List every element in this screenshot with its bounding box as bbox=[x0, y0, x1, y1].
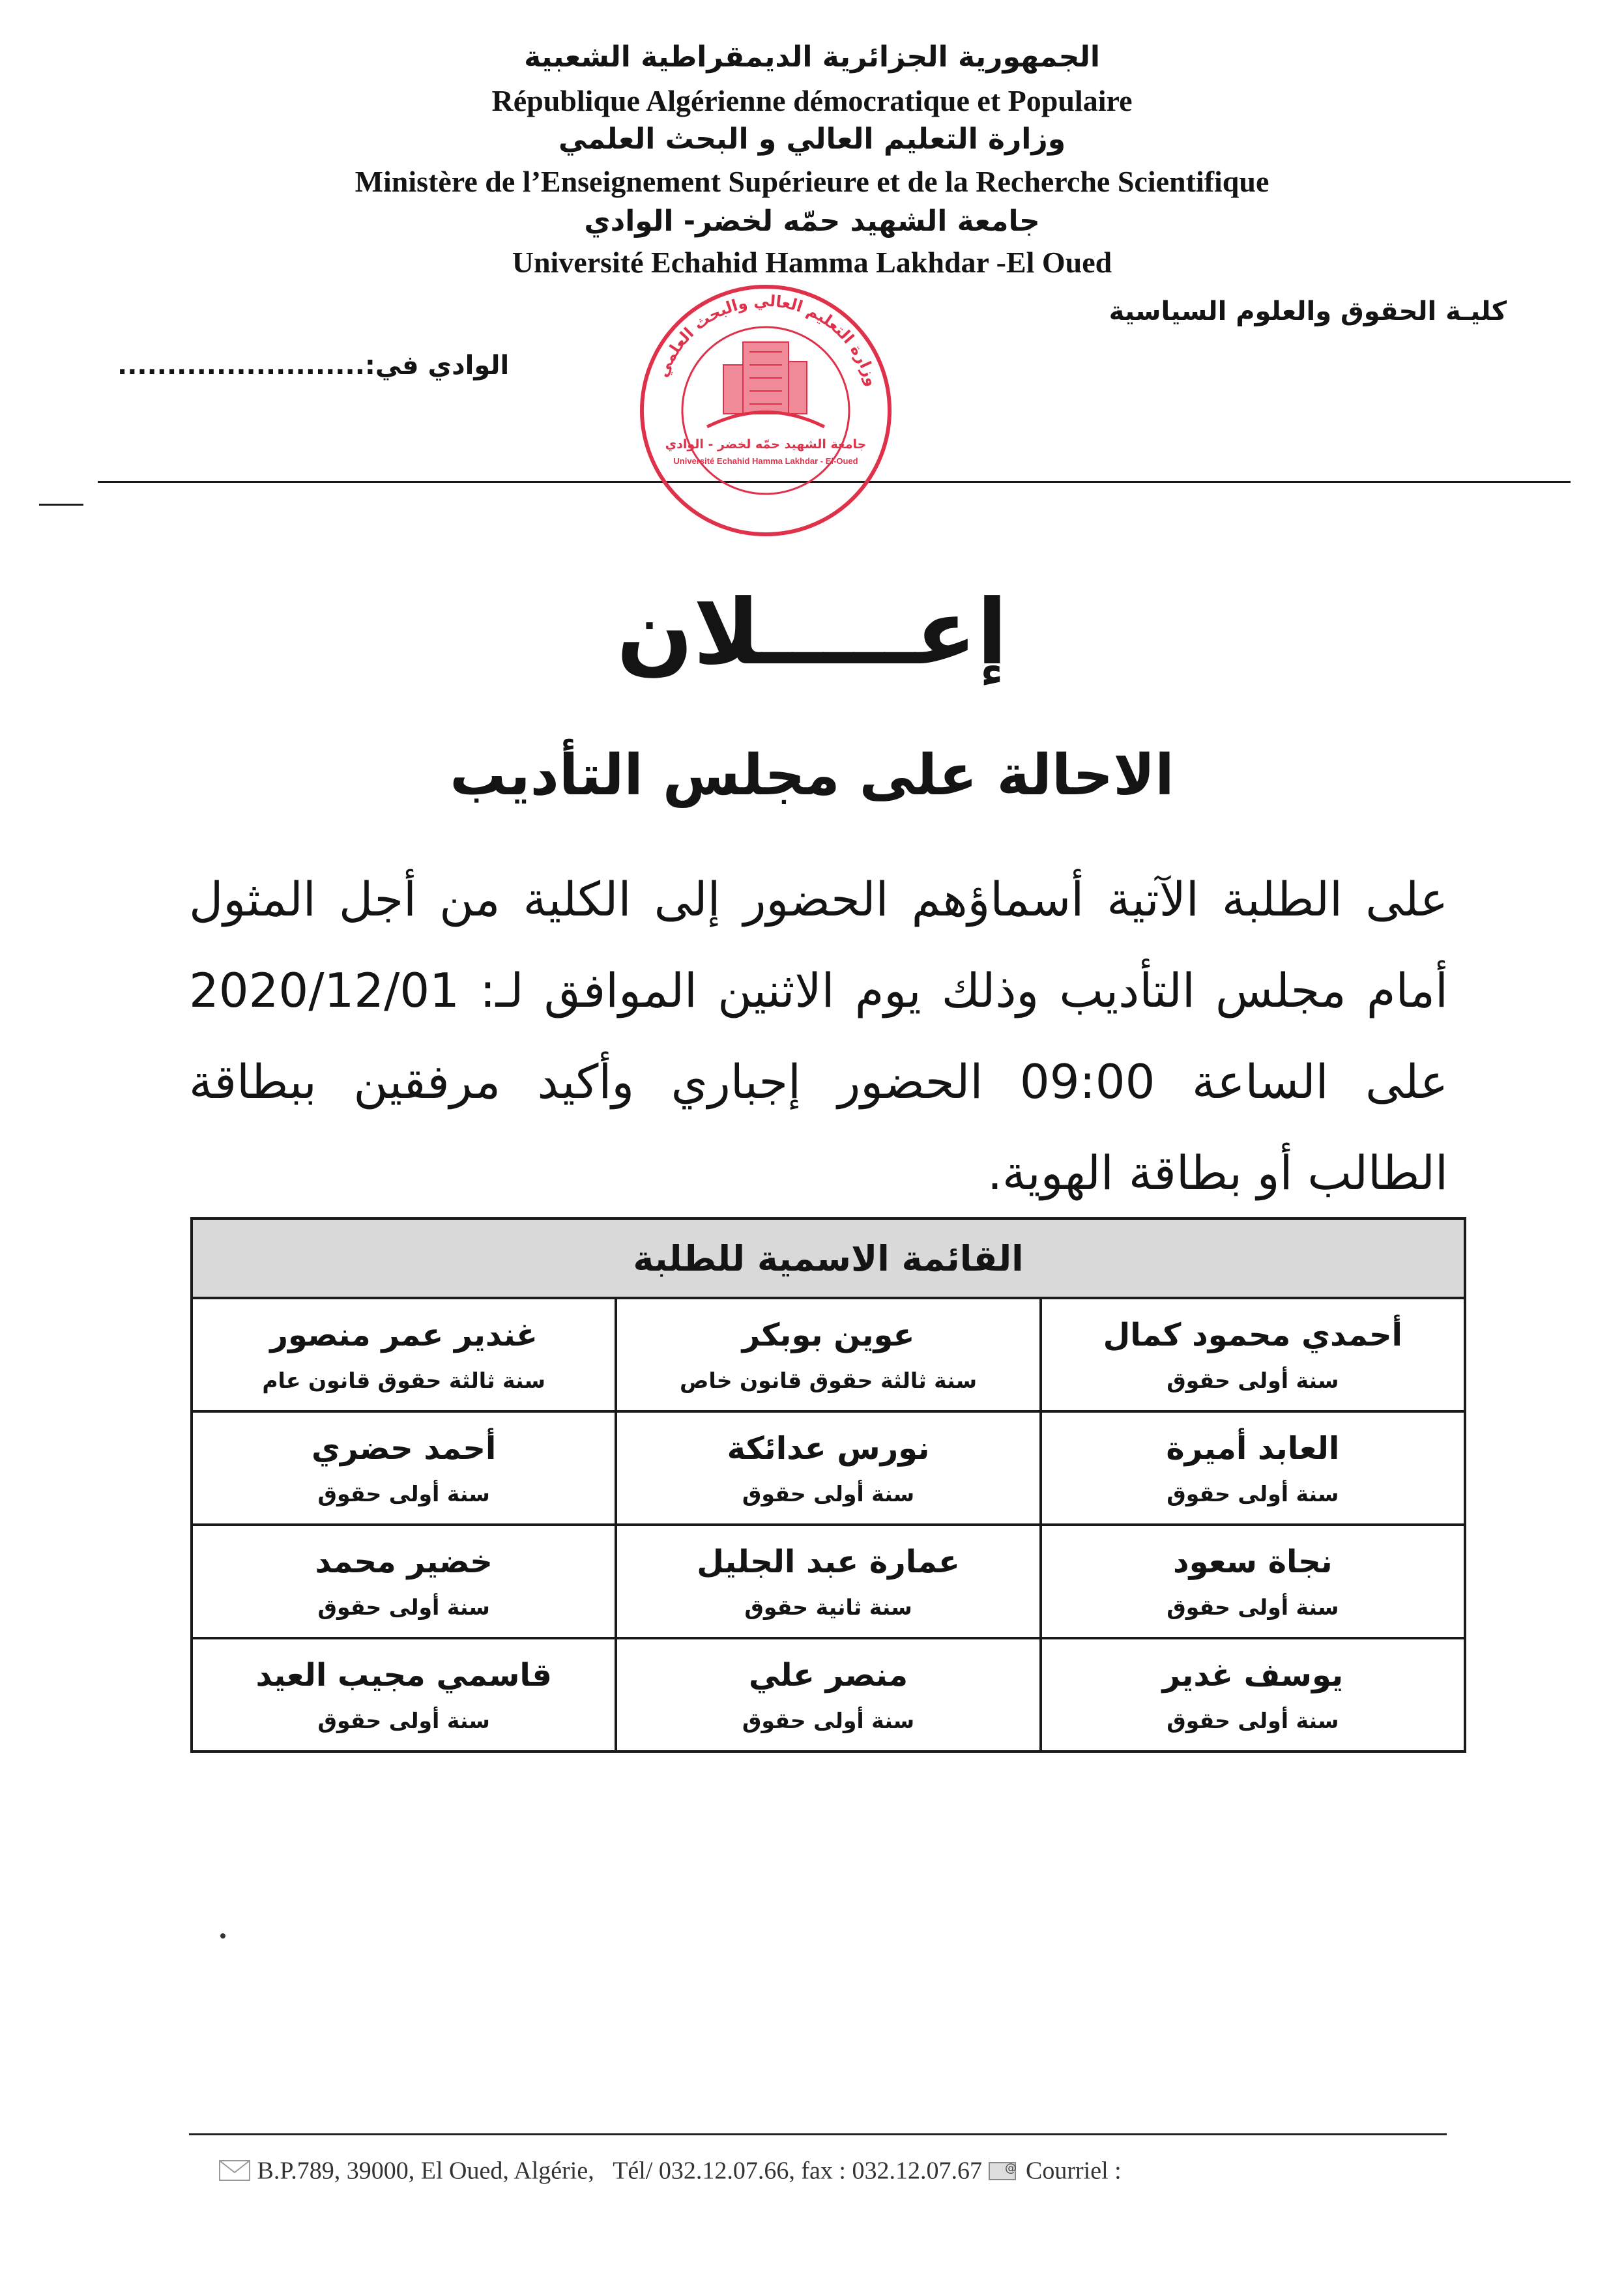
student-year: سنة أولى حقوق bbox=[1167, 1367, 1339, 1393]
footer-phone: Tél/ 032.12.07.66, fax : 032.12.07.67 bbox=[613, 2157, 982, 2185]
footer-contact bbox=[218, 2154, 1122, 2185]
student-name: خضير محمد bbox=[315, 1543, 493, 1580]
university-fr: Université Echahid Hamma Lakhdar -El Oued bbox=[512, 246, 1112, 279]
student-cell bbox=[1041, 1525, 1465, 1638]
student-cell bbox=[1041, 1638, 1465, 1752]
student-cell bbox=[192, 1638, 616, 1752]
student-cell bbox=[1041, 1298, 1465, 1411]
university-stamp bbox=[635, 280, 896, 541]
table-row bbox=[192, 1525, 1465, 1638]
student-name: العابد أميرة bbox=[1166, 1430, 1340, 1467]
republic-fr: République Algérienne démocratique et Populaire bbox=[491, 84, 1133, 117]
student-cell bbox=[1041, 1411, 1465, 1525]
university-ar: جامعة الشهيد حمّه لخضر- الوادي bbox=[584, 205, 1040, 238]
student-name: قاسمي مجيب العيد bbox=[255, 1656, 552, 1694]
student-year: سنة أولى حقوق bbox=[1167, 1480, 1339, 1507]
student-cell bbox=[616, 1525, 1040, 1638]
republic-ar: الجمهورية الجزائرية الديمقراطية الشعبية bbox=[524, 40, 1100, 74]
announcement-body: على الطلبة الآتية أسماؤهم الحضور إلى الكلية من أجل المثول أمام مجلس التأديب وذلك يوم الاثنين الموافق لـ: 2020/12/01 على الساعة 09:00 الحضور إجباري وأكيد مرفقين ببطاقة الطالب أو بطاقة الهوية. bbox=[189, 872, 1448, 1200]
student-name: نجاة سعود bbox=[1172, 1543, 1333, 1580]
page-title: إعـــــلان bbox=[616, 580, 1008, 685]
student-year: سنة أولى حقوق bbox=[317, 1707, 490, 1733]
footer-email-label: Courriel : bbox=[1025, 2157, 1122, 2185]
student-name: يوسف غدير bbox=[1162, 1656, 1344, 1694]
students-table bbox=[190, 1217, 1466, 1753]
header-rule-left bbox=[39, 504, 83, 506]
stamp-building-icon bbox=[707, 342, 824, 427]
student-year: سنة ثالثة حقوق قانون عام bbox=[262, 1367, 545, 1393]
student-cell bbox=[616, 1411, 1040, 1525]
student-cell bbox=[616, 1638, 1040, 1752]
student-name: منصر علي bbox=[748, 1656, 908, 1694]
page-subtitle: الاحالة على مجلس التأديب bbox=[450, 743, 1174, 808]
student-name: أحمد حضري bbox=[311, 1430, 497, 1467]
student-year: سنة أولى حقوق bbox=[742, 1480, 915, 1507]
student-year: سنة أولى حقوق bbox=[317, 1594, 490, 1620]
student-cell bbox=[192, 1525, 616, 1638]
table-row bbox=[192, 1298, 1465, 1411]
student-name: عوين بوبكر bbox=[742, 1316, 915, 1353]
student-name: نورس عدائكة bbox=[727, 1430, 930, 1467]
student-year: سنة أولى حقوق bbox=[317, 1480, 490, 1507]
stamp-ring-text: وزارة التعليم العالي والبحث العلمي bbox=[653, 291, 882, 388]
student-year: سنة ثالثة حقوق قانون خاص bbox=[679, 1367, 978, 1393]
student-cell bbox=[192, 1411, 616, 1525]
student-name: أحمدي محمود كمال bbox=[1103, 1316, 1403, 1353]
city-date-field: الوادي في:......................... bbox=[117, 351, 510, 381]
envelope-icon bbox=[218, 2159, 251, 2182]
table-row bbox=[192, 1638, 1465, 1752]
student-year: سنة أولى حقوق bbox=[1167, 1594, 1339, 1620]
student-cell bbox=[616, 1298, 1040, 1411]
svg-text:@: @ bbox=[1005, 2161, 1017, 2176]
table-row bbox=[192, 1411, 1465, 1525]
ministry-fr: Ministère de l’Enseignement Supérieure et de la Recherche Scientifique bbox=[355, 165, 1269, 198]
table-header: القائمة الاسمية للطلبة bbox=[192, 1218, 1465, 1298]
student-year: سنة ثانية حقوق bbox=[744, 1594, 912, 1620]
student-name: عمارة عبد الجليل bbox=[697, 1543, 960, 1580]
stamp-univ-fr: Université Echahid Hamma Lakhdar - El-Oued bbox=[673, 456, 858, 466]
footer-address: B.P.789, 39000, El Oued, Algérie, bbox=[257, 2157, 594, 2185]
student-cell bbox=[192, 1298, 616, 1411]
footer-rule bbox=[189, 2133, 1447, 2135]
student-name: غندير عمر منصور bbox=[270, 1316, 538, 1353]
faculty-name: كليـة الحقوق والعلوم السياسية bbox=[1109, 296, 1507, 326]
email-at-icon bbox=[988, 2159, 1019, 2182]
stamp-univ-ar: جامعة الشهيد حمّه لخضر - الوادي bbox=[665, 437, 867, 452]
student-year: سنة أولى حقوق bbox=[1167, 1707, 1339, 1733]
ministry-ar: وزارة التعليم العالي و البحث العلمي bbox=[558, 123, 1066, 156]
student-year: سنة أولى حقوق bbox=[742, 1707, 915, 1733]
scan-speck bbox=[220, 1933, 225, 1939]
